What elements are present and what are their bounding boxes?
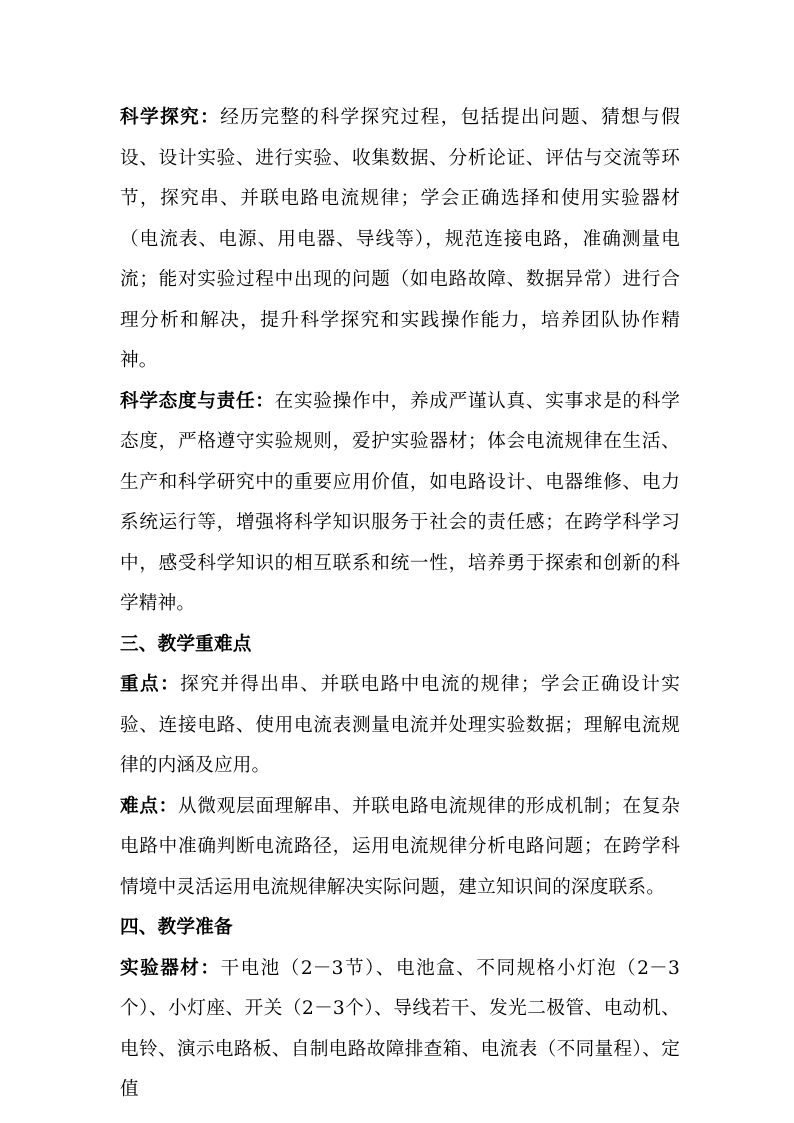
section-heading-preparation: 四、教学准备	[120, 917, 233, 938]
paragraph-science-inquiry	[120, 98, 680, 382]
paragraph-lead: 难点：	[120, 795, 178, 817]
paragraph-lead: 实验器材：	[120, 957, 221, 979]
paragraph-text: 在实验操作中，养成严谨认真、实事求是的科学态度，严格遵守实验规则，爱护实验器材；体会电流规律在生活、生产和科学研究中的重要应用价值，如电路设计、电器维修、电力系统运行等，增强将科学知识服务于社会的责任感；在跨学科学习中，感受科学知识的相互联系和统一性，培养勇于探索和创新的科学精神。	[120, 390, 681, 614]
paragraph-text: 从微观层面理解串、并联电路电流规律的形成机制；在复杂电路中准确判断电流路径，运用电流规律分析电路问题；在跨学科情境中灵活运用电流规律解决实际问题，建立知识间的深度联系。	[120, 795, 681, 898]
paragraph-equipment	[120, 949, 680, 1111]
paragraph-lead: 科学态度与责任：	[120, 390, 275, 412]
paragraph-text: 干电池（2－3节）、电池盒、不同规格小灯泡（2－3个）、小灯座、开关（2－3个）、导线若干、发光二极管、电动机、电铃、演示电路板、自制电路故障排查箱、电流表（不同量程）、定值	[120, 957, 680, 1100]
paragraph-difficulties	[120, 787, 680, 909]
paragraph-lead: 科学探究：	[120, 107, 221, 128]
document-page	[120, 98, 680, 1111]
paragraph-text: 探究并得出串、并联电路中电流的规律；学会正确设计实验、连接电路、使用电流表测量电流并处理实验数据；理解电流规律的内涵及应用。	[120, 674, 680, 776]
paragraph-text: 经历完整的科学探究过程，包括提出问题、猜想与假设、设计实验、进行实验、收集数据、分析论证、评估与交流等环节，探究串、并联电路电流规律；学会正确选择和使用实验器材（电流表、电源、用电器、导线等），规范连接电路，准确测量电流；能对实验过程中出现的问题（如电路故障、数据异常）进行合理分析和解决，提升科学探究和实践操作能力，培养团队协作精神。	[120, 107, 680, 371]
paragraph-key-points	[120, 665, 680, 787]
section-heading-key-difficulties: 三、教学重难点	[120, 633, 252, 655]
paragraph-lead: 重点：	[120, 674, 181, 695]
paragraph-attitude	[120, 382, 680, 625]
